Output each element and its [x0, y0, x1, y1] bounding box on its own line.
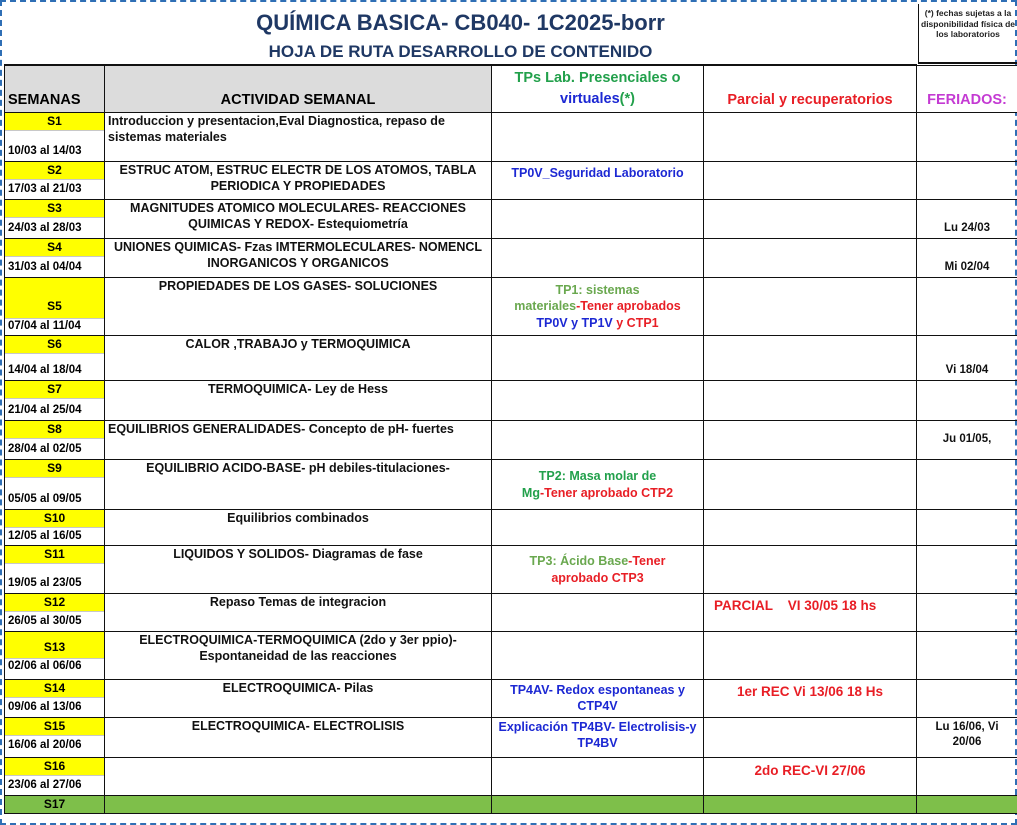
column-header-tp-line1: TPs Lab. Presenciales o [514, 70, 681, 86]
activity-cell[interactable]: EQUILIBRIO ACIDO-BASE- pH debiles-titulaciones- [105, 460, 492, 510]
table-row [5, 113, 1017, 162]
activity-cell[interactable]: ESTRUC ATOM, ESTRUC ELECTR DE LOS ATOMOS, TABLA PERIODICA Y PROPIEDADES [105, 162, 492, 200]
table-row [5, 336, 1017, 381]
feriado-cell[interactable] [917, 162, 1017, 200]
column-header-feriados[interactable]: FERIADOS: [917, 66, 1017, 113]
week-id: S6 [5, 336, 104, 354]
tp-cell[interactable] [492, 336, 704, 381]
parcial-cell[interactable] [704, 796, 917, 814]
table-row [5, 460, 1017, 510]
column-header-tp-virtual: virtuales [560, 91, 620, 108]
week-id: S11 [5, 546, 104, 564]
activity-cell[interactable]: LIQUIDOS Y SOLIDOS- Diagramas de fase [105, 546, 492, 594]
tp-cell[interactable] [492, 510, 704, 546]
parcial-cell[interactable] [704, 162, 917, 200]
week-cell[interactable] [5, 278, 105, 336]
column-header-tp[interactable] [492, 66, 704, 113]
week-id: S7 [5, 381, 104, 399]
table-row [5, 239, 1017, 278]
week-id: S16 [5, 758, 104, 776]
table-row [5, 546, 1017, 594]
week-cell[interactable] [5, 546, 105, 594]
week-cell[interactable] [5, 336, 105, 381]
tp-cell[interactable] [492, 381, 704, 421]
week-id: S15 [5, 718, 104, 736]
week-cell[interactable] [5, 796, 105, 814]
week-id: S14 [5, 680, 104, 698]
week-dates: 28/04 al 02/05 [8, 443, 82, 456]
week-dates: 26/05 al 30/05 [8, 615, 82, 628]
parcial-cell[interactable] [704, 381, 917, 421]
week-dates: 07/04 al 11/04 [8, 320, 81, 333]
week-id: S4 [5, 239, 104, 257]
week-cell[interactable] [5, 239, 105, 278]
parcial-cell[interactable] [704, 718, 917, 758]
parcial-cell[interactable] [704, 239, 917, 278]
tp-cell[interactable]: TP4AV- Redox espontaneas y CTP4V [492, 680, 704, 718]
feriado-cell[interactable] [917, 594, 1017, 632]
week-dates: 21/04 al 25/04 [8, 404, 82, 417]
week-dates: 23/06 al 27/06 [8, 779, 82, 792]
parcial-cell[interactable] [704, 336, 917, 381]
tp-name-cont: materiales [514, 299, 577, 314]
table-row [5, 278, 1017, 336]
page-subtitle: HOJA DE RUTA DESARROLLO DE CONTENIDO [268, 42, 653, 61]
week-dates: 09/06 al 13/06 [8, 701, 82, 714]
tp-cell[interactable] [492, 758, 704, 796]
column-header-tp-line2 [495, 89, 700, 110]
table-row [5, 680, 1017, 718]
activity-cell[interactable]: UNIONES QUIMICAS- Fzas IMTERMOLECULARES- NOMENCL INORGANICOS Y ORGANICOS [105, 239, 492, 278]
week-id: S1 [5, 113, 104, 131]
parcial-cell[interactable] [704, 460, 917, 510]
table-row [5, 162, 1017, 200]
week-dates: 02/06 al 06/06 [8, 660, 82, 673]
week-id: S3 [5, 200, 104, 218]
feriado-cell[interactable] [917, 381, 1017, 421]
tp-prereq: TP0V y TP1V [536, 315, 613, 330]
lab-availability-note: (*) fechas sujetas a la disponibilidad física de los laboratorios [918, 4, 1017, 64]
feriado-cell[interactable] [917, 113, 1017, 162]
activity-cell[interactable]: ELECTROQUIMICA-TERMOQUIMICA (2do y 3er ppio)-Espontaneidad de las reacciones [105, 632, 492, 680]
week-id: S17 [5, 796, 104, 813]
table-row [5, 718, 1017, 758]
feriado-cell[interactable] [917, 278, 1017, 336]
tp-name-cont: Mg [521, 485, 540, 500]
tp-prereq-ctp: y CTP1 [612, 315, 659, 330]
week-dates: 19/05 al 23/05 [8, 577, 82, 590]
parcial-cell[interactable] [704, 113, 917, 162]
tp-cell[interactable] [492, 421, 704, 460]
week-id: S2 [5, 162, 104, 180]
tp-cell[interactable] [492, 239, 704, 278]
parcial-cell[interactable] [704, 632, 917, 680]
tp-name: TP2: Masa molar de [538, 469, 657, 484]
week-dates: 14/04 al 18/04 [8, 364, 82, 377]
table-row [5, 510, 1017, 546]
tp-requirement: -Tener aprobados [576, 299, 681, 314]
feriado-cell[interactable]: Ju 01/05, [917, 421, 1017, 460]
table-row [5, 200, 1017, 239]
column-header-weeks[interactable]: SEMANAS [5, 66, 105, 113]
table-row [5, 796, 1017, 814]
activity-cell[interactable] [105, 796, 492, 814]
parcial-cell[interactable]: PARCIAL VI 30/05 18 hs [704, 594, 917, 632]
feriado-cell[interactable] [917, 680, 1017, 718]
parcial-cell[interactable] [704, 546, 917, 594]
column-header-activity[interactable]: ACTIVIDAD SEMANAL [105, 66, 492, 113]
sheet-header [4, 4, 917, 66]
week-cell[interactable] [5, 718, 105, 758]
tp-requirement: -Tener aprobado CTP2 [539, 485, 674, 500]
week-cell[interactable] [5, 200, 105, 239]
week-cell[interactable] [5, 594, 105, 632]
week-cell[interactable] [5, 758, 105, 796]
week-cell[interactable] [5, 421, 105, 460]
parcial-cell[interactable] [704, 278, 917, 336]
feriado-cell[interactable]: Lu 16/06, Vi 20/06 [917, 718, 1017, 758]
week-id: S5 [5, 278, 104, 319]
week-cell[interactable] [5, 680, 105, 718]
tp-cell[interactable] [492, 278, 704, 336]
activity-cell[interactable]: ELECTROQUIMICA- Pilas [105, 680, 492, 718]
week-id: S12 [5, 594, 104, 612]
table-row [5, 421, 1017, 460]
tp-cell[interactable] [492, 113, 704, 162]
week-dates: 24/03 al 28/03 [8, 222, 82, 235]
week-cell[interactable] [5, 632, 105, 680]
table-row [5, 594, 1017, 632]
tp-name: TP3: Ácido Base [529, 554, 629, 569]
tp-cell[interactable] [492, 632, 704, 680]
activity-cell[interactable]: TERMOQUIMICA- Ley de Hess [105, 381, 492, 421]
tp-cell[interactable]: Explicación TP4BV- Electrolisis-y TP4BV [492, 718, 704, 758]
tp-cell[interactable] [492, 546, 704, 594]
activity-cell[interactable]: Repaso Temas de integracion [105, 594, 492, 632]
parcial-cell[interactable] [704, 510, 917, 546]
week-cell[interactable] [5, 162, 105, 200]
tp-cell[interactable] [492, 200, 704, 239]
tp-cell[interactable] [492, 594, 704, 632]
table-row [5, 381, 1017, 421]
week-id: S8 [5, 421, 104, 439]
activity-cell[interactable]: CALOR ,TRABAJO y TERMOQUIMICA [105, 336, 492, 381]
feriado-cell[interactable] [917, 758, 1017, 796]
header-row [5, 66, 1017, 113]
week-cell[interactable] [5, 381, 105, 421]
tp-cell[interactable] [492, 460, 704, 510]
column-header-tp-asterisk: (*) [619, 91, 635, 108]
tp-cell[interactable]: TP0V_Seguridad Laboratorio [492, 162, 704, 200]
feriado-cell[interactable]: Mi 02/04 [917, 239, 1017, 278]
tp-requirement-cont: aprobado CTP3 [551, 570, 644, 585]
week-cell[interactable] [5, 460, 105, 510]
week-dates: 05/05 al 09/05 [8, 493, 82, 506]
column-header-parcial[interactable]: Parcial y recuperatorios [704, 66, 917, 113]
table-row [5, 758, 1017, 796]
activity-cell[interactable]: PROPIEDADES DE LOS GASES- SOLUCIONES [105, 278, 492, 336]
feriado-cell[interactable] [917, 460, 1017, 510]
tp-requirement: -Tener [628, 554, 666, 569]
parcial-cell[interactable]: 2do REC-VI 27/06 [704, 758, 917, 796]
week-dates: 31/03 al 04/04 [8, 261, 82, 274]
schedule-table [4, 65, 1017, 814]
week-dates: 12/05 al 16/05 [8, 530, 82, 543]
parcial-cell[interactable] [704, 421, 917, 460]
activity-cell[interactable]: Equilibrios combinados [105, 510, 492, 546]
week-cell[interactable] [5, 510, 105, 546]
activity-cell[interactable]: ELECTROQUIMICA- ELECTROLISIS [105, 718, 492, 758]
table-row [5, 632, 1017, 680]
page-title: QUÍMICA BASICA- CB040- 1C2025-borr [256, 10, 665, 35]
feriado-cell[interactable] [917, 546, 1017, 594]
week-id: S9 [5, 460, 104, 478]
activity-cell[interactable]: Introduccion y presentacion,Eval Diagnostica, repaso de sistemas materiales [105, 113, 492, 162]
week-id: S10 [5, 510, 104, 528]
tp-cell[interactable] [492, 796, 704, 814]
parcial-cell[interactable] [704, 200, 917, 239]
week-dates: 10/03 al 14/03 [8, 145, 82, 158]
week-dates: 17/03 al 21/03 [8, 183, 82, 196]
week-cell[interactable] [5, 113, 105, 162]
week-id: S13 [5, 632, 104, 659]
feriado-cell[interactable] [917, 796, 1017, 814]
feriado-cell[interactable]: Vi 18/04 [917, 336, 1017, 381]
feriado-cell[interactable] [917, 632, 1017, 680]
activity-cell[interactable]: MAGNITUDES ATOMICO MOLECULARES- REACCIONES QUIMICAS Y REDOX- Estequiometría [105, 200, 492, 239]
feriado-cell[interactable]: Lu 24/03 [917, 200, 1017, 239]
activity-cell[interactable]: EQUILIBRIOS GENERALIDADES- Concepto de pH- fuertes [105, 421, 492, 460]
week-dates: 16/06 al 20/06 [8, 739, 82, 752]
tp-name: TP1: sistemas [555, 283, 640, 298]
parcial-cell[interactable]: 1er REC Vi 13/06 18 Hs [704, 680, 917, 718]
activity-cell[interactable] [105, 758, 492, 796]
feriado-cell[interactable] [917, 510, 1017, 546]
